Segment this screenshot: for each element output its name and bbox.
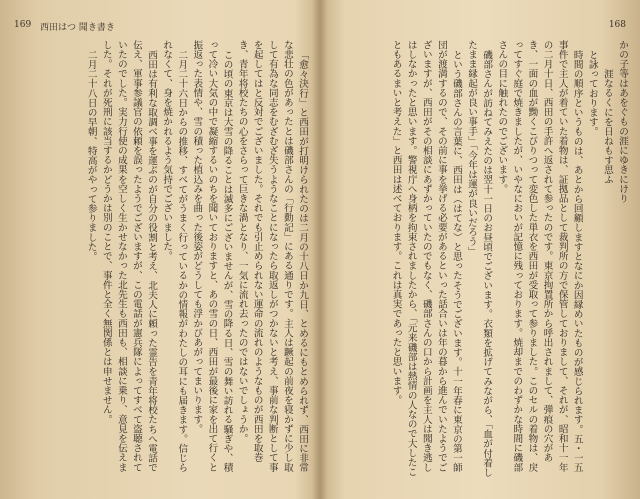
left-page-number: 169 <box>14 20 32 30</box>
paragraph: と詠っております。 <box>586 49 598 136</box>
right-page <box>322 0 640 499</box>
paragraph: 「愈々決行」と西田が打明けられたのは二月の十八日か九日、とめるにもとめられず、西田に非常な悲壮の色があったとは磯部さんの「行動記」にある通りです。主人は蹶起の前夜を寝かずに少し取して有為な同志をむざむざ失うようなことになったら取返しがつかないと考え、事前な判断として事を起してはと反対でございました。それでも引止められない運命の流れのようなものが西田を取巻き、青年将校たちの心をさらって巨きな渦となり、一気に流れ去ったのではないでしょうか。 <box>236 40 308 472</box>
running-head: 西田はつ 聞き書き <box>40 23 115 33</box>
paragraph: 西田は有利な取調べ事を運ぶのが自分の役割と考え、北夫人に頼った霊告を青年将校たちへ電話で伝え、軍事参議官の依頼を誤ったようでございますが、この電話が憲兵隊によってすべて盗聴されていたのでした。実力行使の成果を空しく生かせなかった北先生も西田も、相談に乗り、意見を伝えました。それが死刑に該当するかどうかは別のことで、事件と全く無関係とは申せません。 <box>100 40 158 472</box>
verse-line: かの子等はあをぐもの涯にゆきにけり <box>617 40 628 204</box>
paragraph: 時間の順序というものは、あとから回顧しますとなにか因縁めいたものが感じられます。五・一五事件で主人が着ていた着物は、証拠品として裁判所の方で保管しておりまして、それが、昭和十一年の二月十日、西田の手許へ返されて参ったのです。東京拘置所から呼出されまして、弾痕の穴があき、一面の血が黝くこびりつって変色した単衣を西田が受取って参りました。このセルの着物は、戻ってすぐ庭で焼きましたが、いやなにおいが記憶に残っております。焼却までのわずかな時間に磯部さんの目に触れたのでございます。 <box>496 40 583 472</box>
verse-line: 涯なるくにを日ねもす思ふ <box>601 68 613 184</box>
paragraph: この頃の東京は大雪の降ることは滅多にございませんが、雪の降る日、雪の舞い訪れる騒ぎや、積って冷い大気の中で凝縮するいのちを聞いておりますと、あの雪の日、西田が最後に家を出て行くと振返った表情や、雪の積った植込みを曲った後姿がどうしても浮かびあがってまいります。 <box>191 40 233 472</box>
right-page-number: 168 <box>608 20 626 30</box>
left-page-body <box>10 40 310 480</box>
paragraph: 二月二十八日の早朝、特高がやって参りました。 <box>85 49 97 261</box>
paragraph: という磯部さんの言葉に、西田は（はてな）と思ったそうでございます。十一年春に東京の第一師団が渡満するので、その前に事を挙げる必要があるといった話合いは年の暮から進んでいたようでございますが、西田がその相談にあずかっていたのでもなく、磯部さんの口から計画を主人は聞き逃しはしなかったと思います。警視庁へ身柄を拘束されましたから、「元来磯部は熱情の人なので大したこともあるまいと考えた」と西田は述べております。これは真実であったと思います。 <box>390 40 462 477</box>
right-page-body <box>330 40 630 480</box>
left-page <box>0 0 318 499</box>
paragraph: 二月二十六日からの推移、すべてがうまく行っているかの情報がわたしの耳にも届きます。信じられなくて、身を焼かれるよう気持でございました。 <box>161 40 188 472</box>
paragraph: 磯部さんが訪ねてみえたのは翌十一日のお昼頃でございます。衣類を拡げてみながら、「血が付着したまま縁起が良い事手」「今年は運が良いだろう」 <box>466 40 493 477</box>
